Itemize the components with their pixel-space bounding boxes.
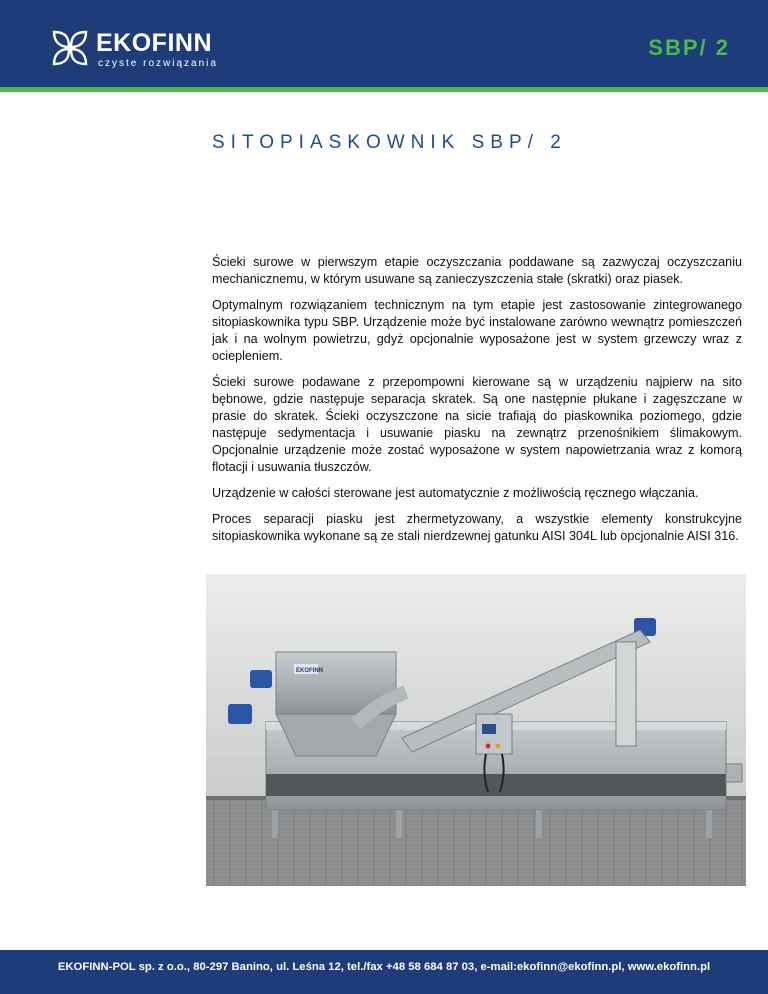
logo-name: EKOFINN — [96, 29, 212, 57]
machine-plate-label: EKOFINN — [296, 668, 323, 674]
paragraph: Proces separacji piasku jest zhermetyzowany, a wszystkie elementy konstrukcyjne sitopiaskownika wykonane są ze stali nierdzewnej gatunku AISI 304L lub opcjonalnie AISI 316. — [212, 512, 742, 543]
company-logo — [50, 28, 230, 72]
logo-tagline: czyste rozwiązania — [98, 58, 218, 69]
machine-illustration — [206, 574, 746, 886]
document-title: SITOPIASKOWNIK SBP/ 2 — [212, 132, 567, 153]
header-accent-line — [0, 87, 768, 92]
paragraph: Ścieki surowe w pierwszym etapie oczyszczania poddawane są zazwyczaj oczyszczaniu mechanicznemu, w którym usuwane są zanieczyszczenia stałe (skratki) oraz piasek. — [212, 255, 742, 286]
paragraph: Ścieki surowe podawane z przepompowni kierowane są w urządzeniu najpierw na sito bębnowe, gdzie następuje separacja skratek. Są one następnie płukane i zagęszczane w prasie do skratek. Ścieki oczyszczone na sicie trafiają do piaskownika poziomego, gdzie następuje sedymentacja i usuwanie piasku na zewnątrz przenośnikiem ślimakowym. Opcjonalnie urządzenie może zostać wyposażone w system napowietrzania wraz z komorą flotacji i usuwania tłuszczów. — [212, 375, 742, 474]
header-band — [0, 0, 768, 87]
logo-leaf-icon — [50, 28, 90, 68]
paragraph: Urządzenie w całości sterowane jest automatycznie z możliwością ręcznego włączania. — [212, 486, 699, 500]
paragraph: Optymalnym rozwiązaniem technicznym na tym etapie jest zastosowanie zintegrowanego sitopiaskownika typu SBP. Urządzenie może być instalowane zarówno wewnątrz pomieszczeń jak i na wolnym powietrzu, gdyż opcjonalnie wyposażone jest w system grzewczy wraz z ociepleniem. — [212, 298, 742, 363]
footer-contact: EKOFINN-POL sp. z o.o., 80-297 Banino, ul. Leśna 12, tel./fax +48 58 684 87 03, e-mail:ekofinn@ekofinn.pl, www.ekofinn.pl — [0, 950, 768, 994]
product-code: SBP/ 2 — [648, 35, 730, 60]
document-body — [212, 254, 742, 554]
product-photo — [206, 574, 746, 886]
